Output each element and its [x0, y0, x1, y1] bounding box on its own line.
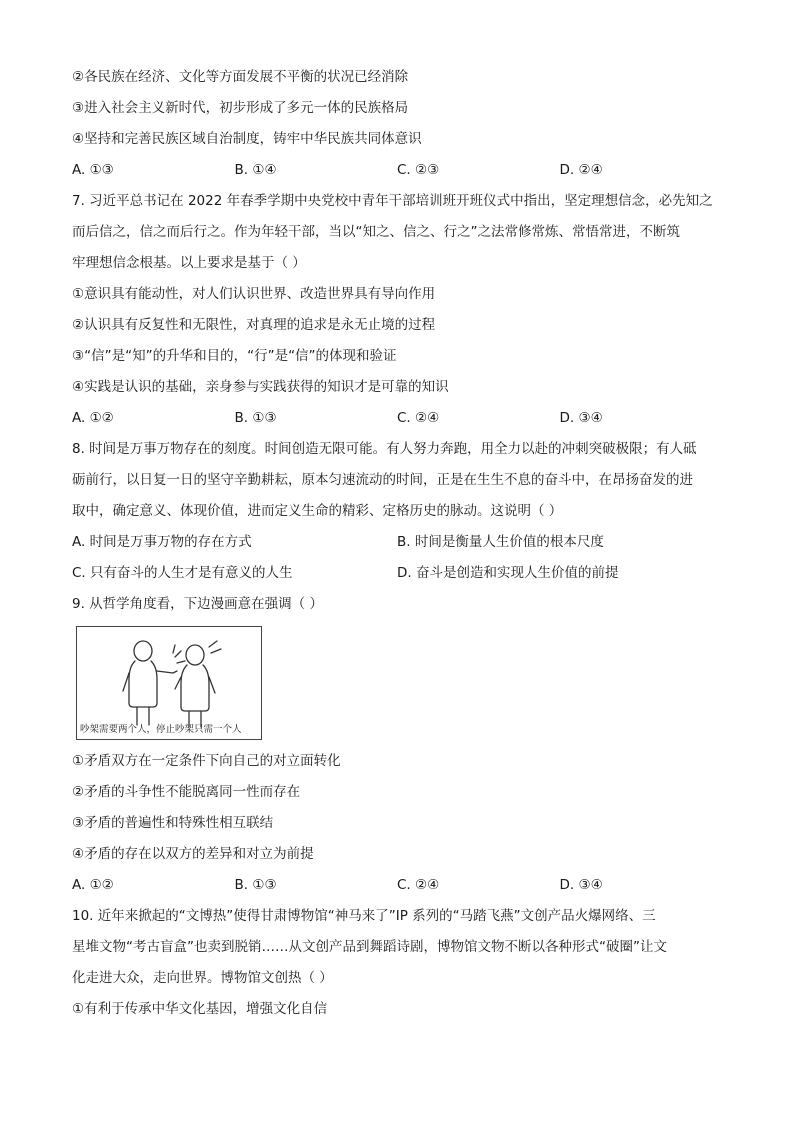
- q7-item-4: ④实践是认识的基础，亲身参与实践获得的知识才是可靠的知识: [72, 379, 449, 395]
- q8-stem-line: 砺前行，以日复一日的坚守辛勤耕耘，原本匀速流动的时间，正是在生生不息的奋斗中，在昂扬奋发的进: [72, 472, 693, 488]
- q9-items: [72, 746, 722, 870]
- q9-stem: 9. 从哲学角度看，下边漫画意在强调（ ）: [72, 596, 323, 612]
- q7-option-d: D. ③④: [559, 410, 603, 426]
- q7-items: [72, 279, 722, 403]
- q10-stem: [72, 901, 722, 994]
- q10-item-1: ①有利于传承中华文化基因，增强文化自信: [72, 1001, 328, 1017]
- q9-option-d: D. ③④: [559, 877, 603, 893]
- q7-item-3: ③“信”是“知”的升华和目的，“行”是“信”的体现和验证: [72, 348, 397, 364]
- q7-option-b: B. ①③: [234, 410, 277, 426]
- q9-option-b: B. ①③: [234, 877, 277, 893]
- q9-cartoon: [76, 626, 262, 740]
- q7-item-1: ①意识具有能动性，对人们认识世界、改造世界具有导向作用: [72, 286, 436, 302]
- q9-options: [72, 870, 722, 901]
- q8-option-c: C. 只有奋斗的人生才是有意义的人生: [72, 565, 293, 581]
- q8-options-row-1: [72, 527, 722, 558]
- q10-stem-line: 10. 近年来掀起的“文博热”使得甘肃博物馆“神马来了”IP 系列的“马踏飞燕”文创产品火爆网络、三: [72, 908, 656, 924]
- q9-option-a: A. ①②: [72, 877, 114, 893]
- q6-item-2: ②各民族在经济、文化等方面发展不平衡的状况已经消除: [72, 69, 409, 85]
- q6-items: [72, 62, 722, 155]
- q10-stem-line: 化走进大众，走向世界。博物馆文创热（ ）: [72, 970, 333, 986]
- q6-option-a: A. ①③: [72, 162, 114, 178]
- q7-option-a: A. ①②: [72, 410, 114, 426]
- q7-item-2: ②认识具有反复性和无限性，对真理的追求是永无止境的过程: [72, 317, 436, 333]
- q9-item-2: ②矛盾的斗争性不能脱离同一性而存在: [72, 784, 301, 800]
- q7-stem-line: 7. 习近平总书记在 2022 年春季学期中央党校中青年干部培训班开班仪式中指出，坚定理想信念，必先知之: [72, 193, 713, 209]
- q10-items: [72, 994, 722, 1025]
- q8-stem-line: 取中，确定意义、体现价值，进而定义生命的精彩、定格历史的脉动。这说明（ ）: [72, 503, 563, 519]
- q7-stem-line: 牢理想信念根基。以上要求是基于（ ）: [72, 255, 306, 271]
- q6-item-4: ④坚持和完善民族区域自治制度，铸牢中华民族共同体意识: [72, 131, 422, 147]
- exam-page: [72, 62, 722, 1025]
- q7-stem-line: 而后信之，信之而后行之。作为年轻干部，当以“知之、信之、行之”之法常修常炼、常悟常进，不断筑: [72, 224, 680, 240]
- q10-stem-line: 星堆文物“考古盲盒”也卖到脱销……从文创产品到舞蹈诗剧，博物馆文物不断以各种形式“破圈”让文: [72, 939, 667, 955]
- q6-option-d: D. ②④: [559, 162, 603, 178]
- q6-options: [72, 155, 722, 186]
- q8-stem-line: 8. 时间是万事万物存在的刻度。时间创造无限可能。有人努力奔跑，用全力以赴的冲刺突破极限；有人砥: [72, 441, 697, 457]
- q6-item-3: ③进入社会主义新时代，初步形成了多元一体的民族格局: [72, 100, 409, 116]
- q7-option-c: C. ②④: [397, 410, 440, 426]
- q8-stem: [72, 434, 722, 527]
- q7-stem: [72, 186, 722, 279]
- q8-option-d: D. 奋斗是创造和实现人生价值的前提: [397, 565, 619, 581]
- q6-option-c: C. ②③: [397, 162, 440, 178]
- q9-option-c: C. ②④: [397, 877, 440, 893]
- q9-item-1: ①矛盾双方在一定条件下向自己的对立面转化: [72, 753, 341, 769]
- q9-item-4: ④矛盾的存在以双方的差异和对立为前提: [72, 846, 314, 862]
- q6-option-b: B. ①④: [234, 162, 277, 178]
- q8-options-row-2: [72, 558, 722, 589]
- q8-option-a: A. 时间是万事万物的存在方式: [72, 534, 252, 550]
- cartoon-caption: 吵架需要两个人，停止吵架只需一个人: [80, 724, 242, 735]
- q7-options: [72, 403, 722, 434]
- q9-item-3: ③矛盾的普遍性和特殊性相互联结: [72, 815, 274, 831]
- q8-option-b: B. 时间是衡量人生价值的根本尺度: [397, 534, 604, 550]
